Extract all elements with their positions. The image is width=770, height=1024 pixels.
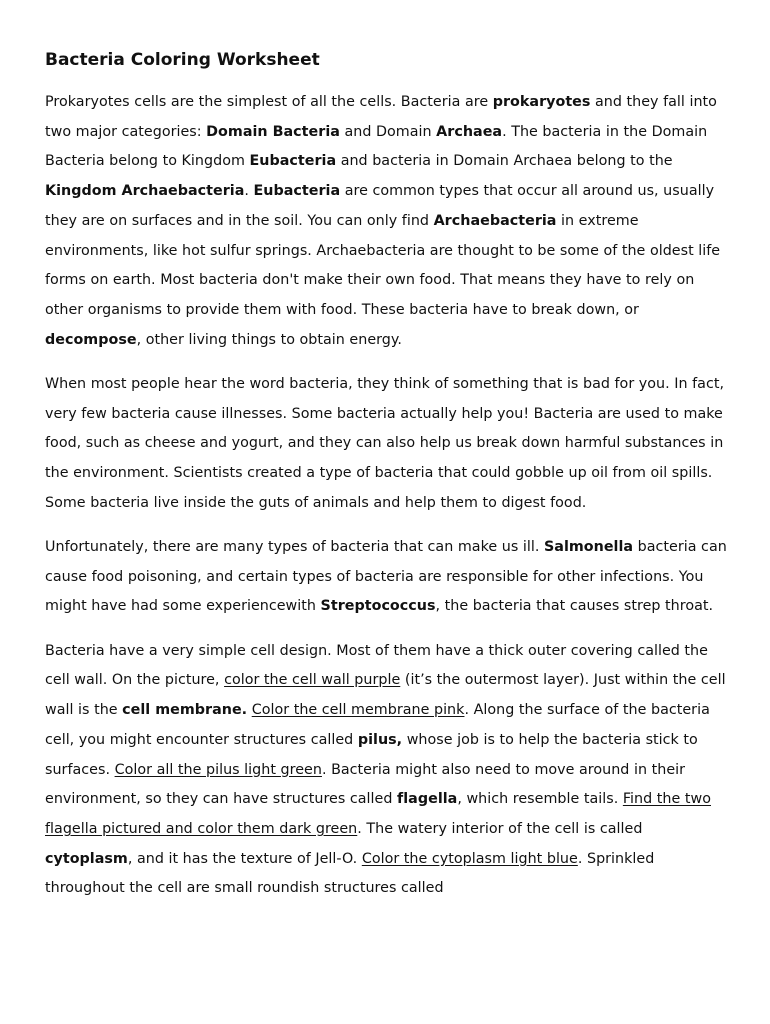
paragraph-harmful-bacteria [45, 533, 730, 622]
term-kingdom-archaebacteria: Kingdom Archaebacteria [45, 183, 245, 200]
term-cell-membrane: cell membrane. [122, 702, 248, 719]
instruction-flagella: Find the two flagella pictured and color them dark green [45, 791, 711, 837]
text-run: Bacteria have a very simple cell design. Most of them have a thick outer covering called the cell wall. On the picture, [45, 642, 708, 689]
text-run: When most people hear the word bacteria, they think of something that is bad for you. In fact, very few bacteria cause illnesses. Some bacteria actually help you! Bacteria are used to make food, such as cheese and yogurt, and they can also help us break down harmful substances in the environment. Scientists created a type of bacteria that could gobble up oil from oil spills. Some bacteria live inside the guts of animals and help them to digest food. [45, 375, 725, 511]
text-run: whose job is to help the bacteria stick to surfaces. [45, 731, 698, 778]
term-flagella: flagella [397, 791, 458, 808]
text-run: . The bacteria in the Domain Bacteria belong to Kingdom [45, 123, 708, 170]
instruction-pilus: Color all the pilus light green [114, 761, 322, 778]
text-run: and bacteria in Domain Archaea belong to the [336, 153, 673, 170]
term-eubacteria: Eubacteria [249, 153, 337, 170]
instruction-cell-membrane: Color the cell membrane pink [251, 702, 465, 719]
paragraph-helpful-bacteria [45, 370, 730, 519]
instruction-cytoplasm: Color the cytoplasm light blue [361, 850, 578, 867]
term-archaea: Archaea [436, 123, 503, 140]
term-decompose: decompose [45, 331, 137, 348]
text-run: (it’s the outermost layer). Just within the cell wall is the [45, 672, 726, 719]
text-run: , other living things to obtain energy. [136, 331, 402, 348]
text-run: and Domain [339, 123, 437, 140]
term-prokaryotes: prokaryotes [492, 94, 591, 110]
text-run: . The watery interior of the cell is called [357, 820, 643, 837]
text-run: in extreme environments, like hot sulfur springs. Archaebacteria are thought to be some of the oldest life forms on earth. Most bacteria don't make their own food. That means they have to rely on other organisms to provide them with food. These bacteria have to break down, or [45, 212, 721, 318]
paragraph-cell-design [45, 637, 730, 904]
term-streptococcus: Streptococcus [320, 598, 436, 615]
text-run: Prokaryotes cells are the simplest of all the cells. Bacteria are [45, 94, 493, 110]
text-run: , and it has the texture of Jell-O. [127, 850, 362, 867]
text-run: . Bacteria might also need to move around in their environment, so they can have structures called [45, 761, 686, 808]
worksheet-title: Bacteria Coloring Worksheet [45, 50, 320, 70]
text-run: . Along the surface of the bacteria cell, you might encounter structures called [45, 702, 710, 748]
instruction-cell-wall: color the cell wall purple [224, 672, 401, 689]
term-eubacteria: Eubacteria [253, 183, 341, 200]
text-run: bacteria can cause food poisoning, and certain types of bacteria are responsible for other infections. You might have had some experiencewith [45, 539, 727, 615]
text-run: , which resemble tails. [457, 791, 623, 808]
term-archaebacteria: Archaebacteria [433, 212, 557, 229]
text-run: Unfortunately, there are many types of bacteria that can make us ill. [45, 539, 544, 556]
text-run: are common types that occur all around us, usually they are on surfaces and in the soil. You can only find [45, 183, 715, 229]
term-domain-bacteria: Domain Bacteria [206, 123, 340, 140]
paragraph-prokaryotes [45, 88, 730, 355]
text-run: . [244, 183, 254, 200]
text-run: , the bacteria that causes strep throat. [435, 598, 714, 615]
term-salmonella: Salmonella [543, 539, 634, 556]
text-run: . Sprinkled throughout the cell are small roundish structures called [45, 850, 655, 897]
term-pilus: pilus, [357, 731, 403, 748]
text-run: and they fall into two major categories: [45, 94, 717, 140]
term-cytoplasm: cytoplasm [45, 850, 128, 867]
